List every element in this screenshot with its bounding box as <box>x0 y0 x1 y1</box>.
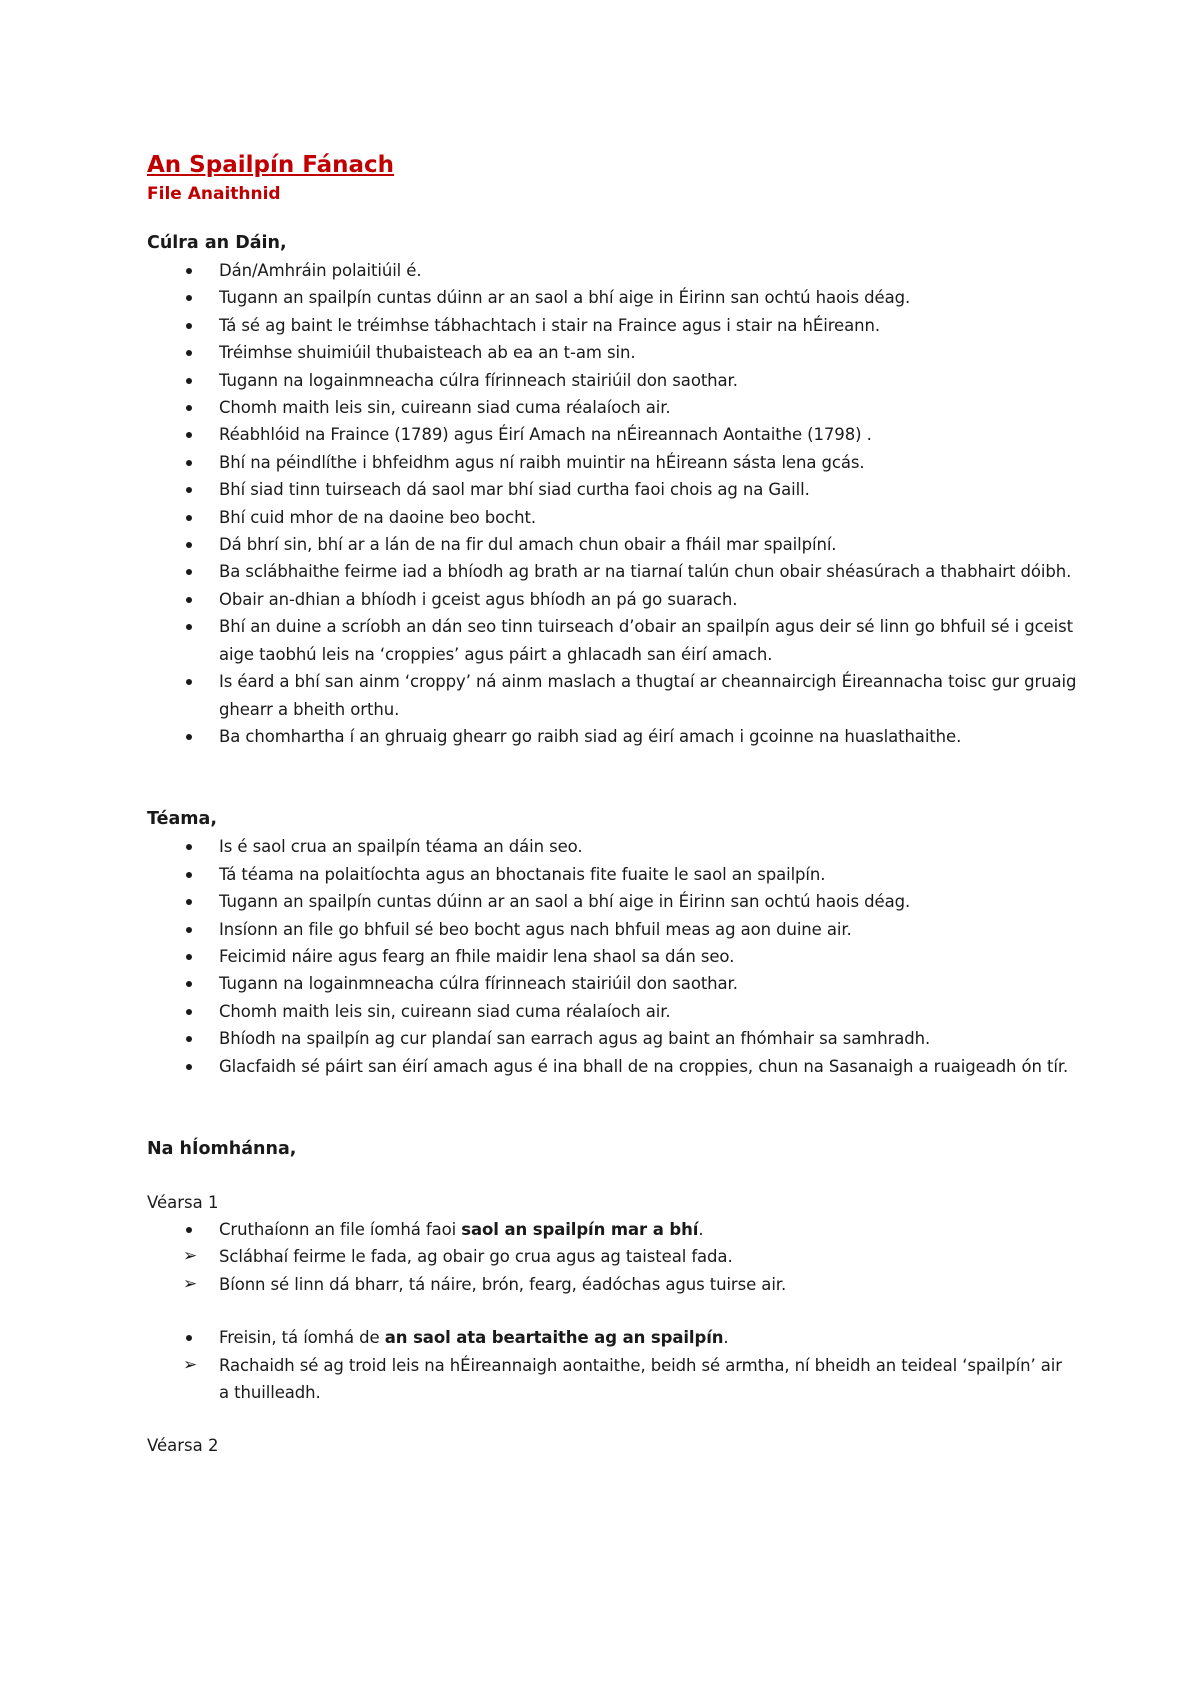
spacer <box>147 1406 1077 1432</box>
list-item: Tréimhse shuimiúil thubaisteach ab ea an t-am sin. <box>219 339 1077 366</box>
spacer <box>147 750 1077 806</box>
list-item: Ba sclábhaithe feirme iad a bhíodh ag brath ar na tiarnaí talún chun obair shéasúrach a thabhairt dóibh. <box>219 558 1077 585</box>
list-item: Dán/Amhráin polaitiúil é. <box>219 257 1077 284</box>
bullet-icon <box>186 872 192 878</box>
bullet-icon <box>186 268 192 274</box>
bullet-icon <box>186 569 192 575</box>
bullet-icon <box>186 542 192 548</box>
list-item: Obair an-dhian a bhíodh i gceist agus bhíodh an pá go suarach. <box>219 586 1077 613</box>
iomhanna-list-2 <box>147 1324 1077 1406</box>
bullet-icon <box>186 323 192 329</box>
bullet-icon <box>186 487 192 493</box>
arrow-bullet-icon: ➢ <box>183 1354 198 1375</box>
bullet-icon <box>186 1227 192 1233</box>
list-item: Glacfaidh sé páirt san éirí amach agus é ina bhall de na croppies, chun na Sasanaigh a ruaigeadh ón tír. <box>219 1053 1077 1080</box>
list-item: Tá téama na polaitíochta agus an bhoctanais fite fuaite le saol an spailpín. <box>219 861 1077 888</box>
arrow-bullet-icon: ➢ <box>183 1273 198 1294</box>
culra-list <box>147 257 1077 750</box>
bullet-icon <box>186 515 192 521</box>
document-page <box>147 148 1077 1459</box>
bullet-icon <box>186 378 192 384</box>
list-item: Réabhlóid na Fraince (1789) agus Éirí Amach na nÉireannach Aontaithe (1798) . <box>219 421 1077 448</box>
sub-list-item: ➢ Bíonn sé linn dá bharr, tá náire, brón, fearg, éadóchas agus tuirse air. <box>219 1271 1077 1298</box>
bullet-icon <box>186 350 192 356</box>
bullet-icon <box>186 1009 192 1015</box>
sub-list-item: ➢ Rachaidh sé ag troid leis na hÉireannaigh aontaithe, beidh sé armtha, ní bheidh an teideal ‘spailpín’ air a thuilleadh. <box>219 1352 1077 1407</box>
list-item: Bhí an duine a scríobh an dán seo tinn tuirseach d’obair an spailpín agus deir sé linn go bhfuil sé i gceist aige taobhú leis na ‘croppies’ agus páirt a ghlacadh san éirí amach. <box>219 613 1077 668</box>
bullet-icon <box>186 460 192 466</box>
author-line: File Anaithnid <box>147 184 281 204</box>
list-item: Dá bhrí sin, bhí ar a lán de na fir dul amach chun obair a fháil mar spailpíní. <box>219 531 1077 558</box>
bullet-icon <box>186 1335 192 1341</box>
bullet-icon <box>186 405 192 411</box>
bullet-icon <box>186 597 192 603</box>
bullet-icon <box>186 844 192 850</box>
list-item: Is é saol crua an spailpín téama an dáin seo. <box>219 833 1077 860</box>
bullet-icon <box>186 954 192 960</box>
bullet-icon <box>186 432 192 438</box>
bullet-icon <box>186 1064 192 1070</box>
list-item: Tugann na logainmneacha cúlra fírinneach stairiúil don saothar. <box>219 367 1077 394</box>
list-item: Bhí na péindlíthe i bhfeidhm agus ní raibh muintir na hÉireann sásta lena gcás. <box>219 449 1077 476</box>
bullet-icon <box>186 295 192 301</box>
spacer <box>147 1298 1077 1324</box>
list-item: Tugann an spailpín cuntas dúinn ar an saol a bhí aige in Éirinn san ochtú haois déag. <box>219 888 1077 915</box>
iomhanna-list-1 <box>147 1216 1077 1298</box>
section-heading-iomhanna: Na hÍomhánna, <box>147 1138 297 1159</box>
list-item: Feicimid náire agus fearg an fhile maidir lena shaol sa dán seo. <box>219 943 1077 970</box>
sub-list-item: ➢ Sclábhaí feirme le fada, ag obair go crua agus ag taisteal fada. <box>219 1243 1077 1270</box>
list-item: Insíonn an file go bhfuil sé beo bocht agus nach bhfuil meas ag aon duine air. <box>219 916 1077 943</box>
sub-list <box>147 1352 1077 1407</box>
bullet-icon <box>186 927 192 933</box>
list-item: Freisin, tá íomhá de an saol ata beartaithe ag an spailpín. ➢ Rachaidh sé ag troid leis na hÉireannaigh aontaithe, beidh sé armtha, ní bheidh an teideal ‘spailpín’ air a thuilleadh. <box>219 1324 1077 1406</box>
list-item: Chomh maith leis sin, cuireann siad cuma réalaíoch air. <box>219 998 1077 1025</box>
list-item: Chomh maith leis sin, cuireann siad cuma réalaíoch air. <box>219 394 1077 421</box>
list-item: Bhí siad tinn tuirseach dá saol mar bhí siad curtha faoi chois ag na Gaill. <box>219 476 1077 503</box>
bullet-icon <box>186 981 192 987</box>
spacer <box>147 1080 1077 1136</box>
bullet-icon <box>186 734 192 740</box>
teama-list <box>147 833 1077 1080</box>
verse-1-label: Véarsa 1 <box>147 1192 219 1212</box>
bullet-icon <box>186 624 192 630</box>
bullet-icon <box>186 899 192 905</box>
arrow-bullet-icon: ➢ <box>183 1246 198 1267</box>
list-item: Cruthaíonn an file íomhá faoi saol an spailpín mar a bhí. ➢ Sclábhaí feirme le fada, ag obair go crua agus ag taisteal fada. ➢ Bíonn sé linn dá bharr, tá náire, brón, fearg, éadóchas agus tuirse air. <box>219 1216 1077 1298</box>
list-item: Bhí cuid mhor de na daoine beo bocht. <box>219 504 1077 531</box>
section-heading-teama: Téama, <box>147 809 217 830</box>
sub-list <box>147 1243 1077 1298</box>
bullet-icon <box>186 1036 192 1042</box>
list-item: Is éard a bhí san ainm ‘croppy’ ná ainm maslach a thugtaí ar cheannaircigh Éireannacha toisc gur gruaig ghearr a bheith orthu. <box>219 668 1077 723</box>
verse-2-label: Véarsa 2 <box>147 1436 219 1456</box>
list-item: Tugann an spailpín cuntas dúinn ar an saol a bhí aige in Éirinn san ochtú haois déag. <box>219 284 1077 311</box>
list-item: Ba chomhartha í an ghruaig ghearr go raibh siad ag éirí amach i gcoinne na huaslathaithe. <box>219 723 1077 750</box>
list-item: Bhíodh na spailpín ag cur plandaí san earrach agus ag baint an fhómhair sa samhradh. <box>219 1025 1077 1052</box>
list-item: Tá sé ag baint le tréimhse tábhachtach i stair na Fraince agus i stair na hÉireann. <box>219 312 1077 339</box>
bullet-icon <box>186 679 192 685</box>
section-heading-culra: Cúlra an Dáin, <box>147 233 287 253</box>
document-title: An Spailpín Fánach <box>147 152 395 178</box>
list-item: Tugann na logainmneacha cúlra fírinneach stairiúil don saothar. <box>219 970 1077 997</box>
spacer <box>147 1163 1077 1189</box>
